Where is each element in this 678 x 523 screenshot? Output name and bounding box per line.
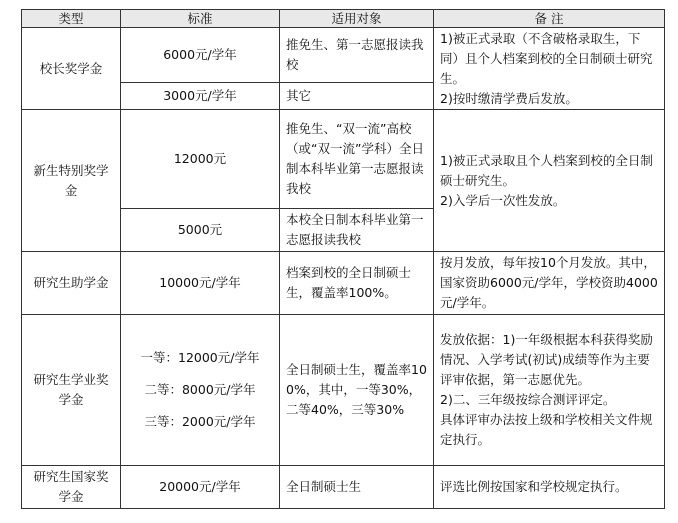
table-row [22, 110, 665, 209]
header-row [22, 10, 665, 28]
table-row [22, 466, 665, 509]
target-cell: 全日制硕士生，覆盖率100%，其中，一等30%，二等40%，三等30% [280, 315, 434, 466]
tier-line: 二等：8000元/学年 [144, 382, 256, 397]
header-target: 适用对象 [280, 10, 434, 28]
note-line: 发放依据：1)一年级根据本科获得奖励情况、入学考试(初试)成绩等作为主要评审依据，第一志愿优先。 [440, 332, 653, 387]
standard-cell: 6000元/学年 [121, 28, 280, 83]
note-cell [434, 110, 665, 252]
type-cell: 校长奖学金 [22, 28, 121, 110]
header-note: 备 注 [434, 10, 665, 28]
target-cell: 其它 [280, 83, 434, 110]
standard-cell: 10000元/学年 [121, 252, 280, 315]
scholarship-table [21, 9, 665, 509]
note-line: 具体评审办法按上级和学校相关文件规定执行。 [440, 412, 653, 447]
note-cell: 按月发放，每年按10个月发放。其中，国家资助6000元/学年，学校资助4000元/学年。 [434, 252, 665, 315]
note-line: 2)按时缴清学费后发放。 [440, 90, 578, 106]
note-line: 1)被正式录取（不含破格录取生，下同）且个人档案到校的全日制硕士研究生。 [440, 30, 653, 86]
type-cell: 研究生助学金 [22, 252, 121, 315]
note-cell [434, 315, 665, 466]
target-cell: 全日制硕士生 [280, 466, 434, 509]
standard-cell: 12000元 [121, 110, 280, 209]
note-cell [434, 28, 665, 110]
standard-cell [121, 315, 280, 466]
note-line: 2)二、三年级按综合测评评定。 [440, 392, 616, 407]
standard-cell: 3000元/学年 [121, 83, 280, 110]
tier-line: 三等：2000元/学年 [144, 414, 256, 429]
type-cell: 研究生国家奖学金 [22, 466, 121, 509]
standard-cell: 20000元/学年 [121, 466, 280, 509]
target-cell: 推免生、“双一流”高校（或“双一流”学科）全日制本科毕业第一志愿报读我校 [280, 110, 434, 209]
table-row [22, 28, 665, 83]
target-cell: 档案到校的全日制硕士生，覆盖率100%。 [280, 252, 434, 315]
type-cell: 研究生学业奖学金 [22, 315, 121, 466]
note-cell: 评选比例按国家和学校规定执行。 [434, 466, 665, 509]
target-cell: 推免生、第一志愿报读我校 [280, 28, 434, 83]
standard-cell: 5000元 [121, 209, 280, 252]
note-line: 1)被正式录取且个人档案到校的全日制硕士研究生。 [440, 152, 653, 188]
table-row [22, 315, 665, 466]
target-cell: 本校全日制本科毕业第一志愿报读我校 [280, 209, 434, 252]
note-line: 2)入学后一次性发放。 [440, 192, 566, 208]
header-standard: 标准 [121, 10, 280, 28]
header-type: 类型 [22, 10, 121, 28]
tier-line: 一等：12000元/学年 [140, 350, 260, 365]
type-cell: 新生特别奖学金 [22, 110, 121, 252]
table-row [22, 252, 665, 315]
